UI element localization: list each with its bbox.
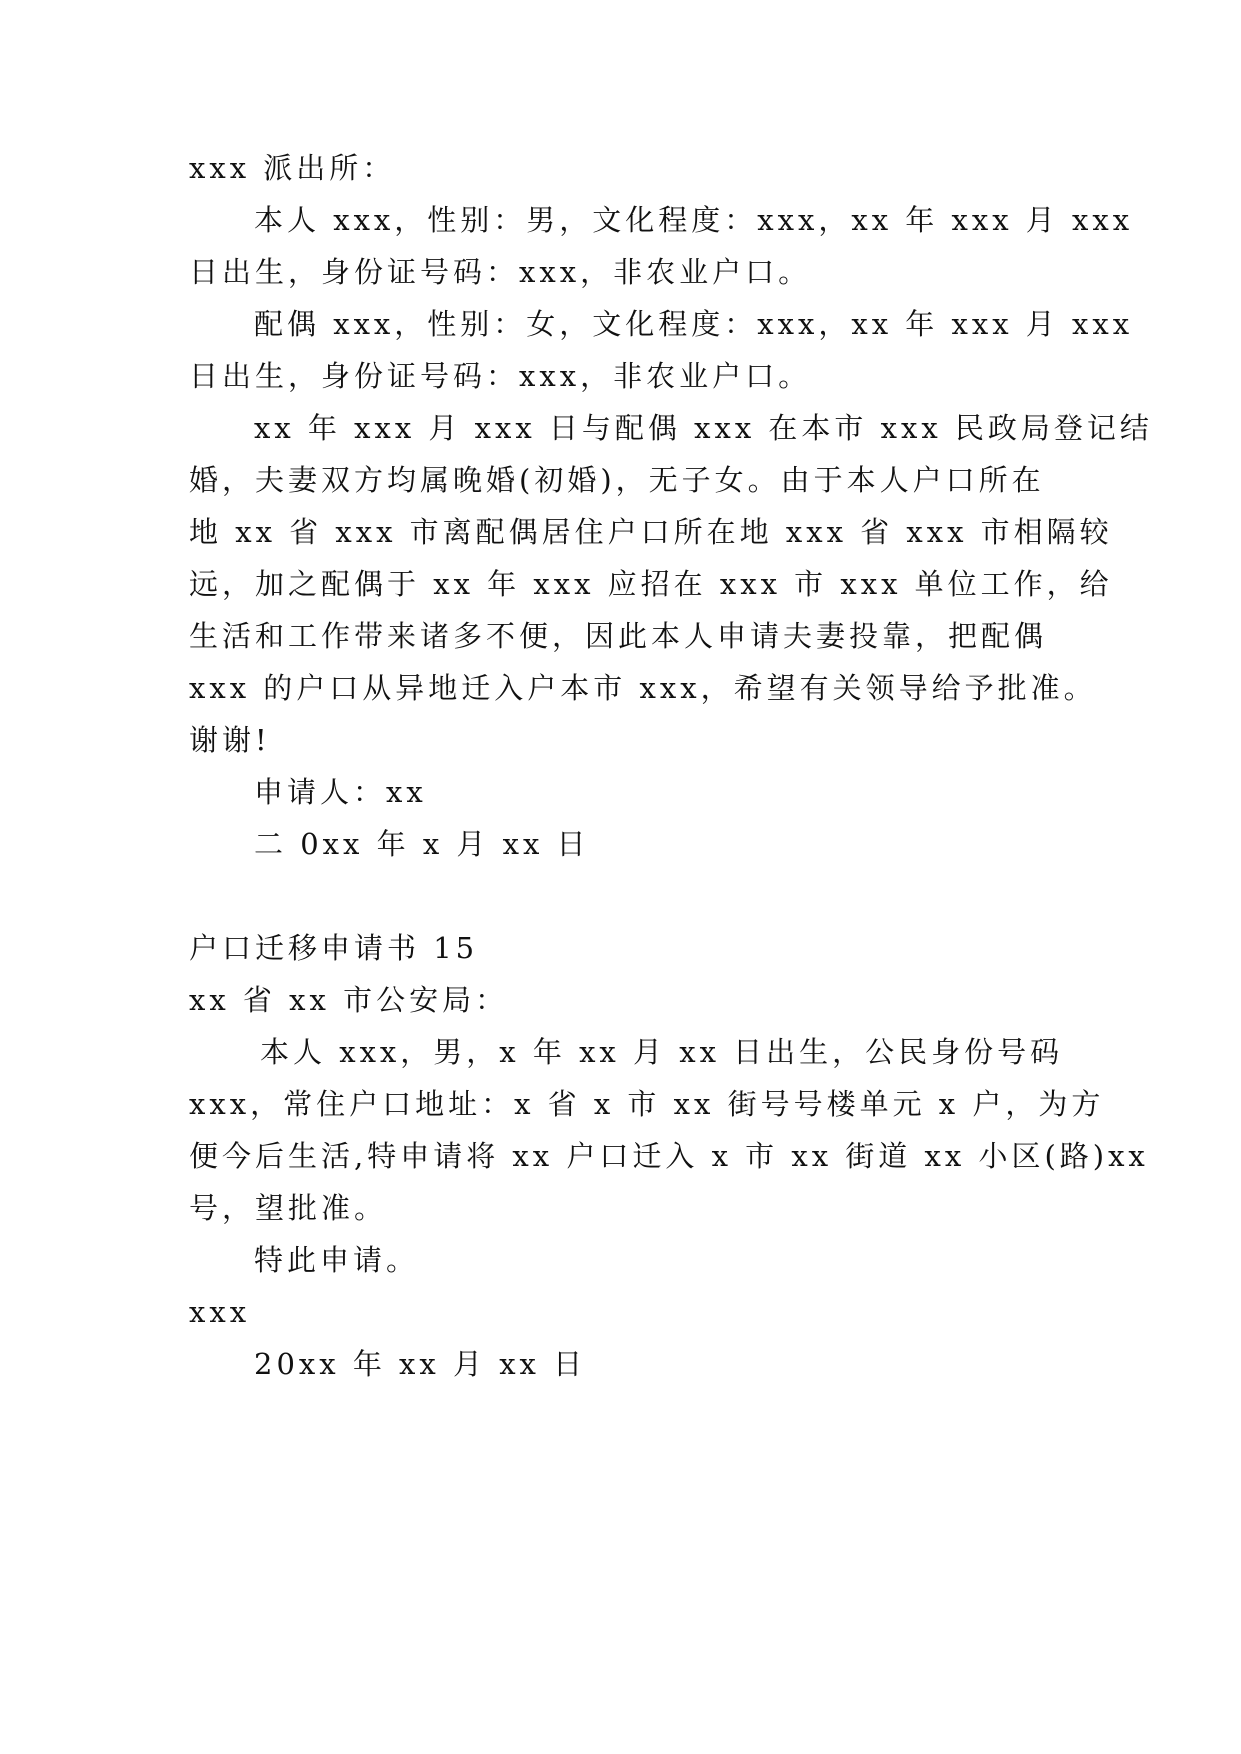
paragraph-line: 便今后生活,特申请将 xx 户口迁入 x 市 xx 街道 xx 小区(路)xx — [189, 1139, 1149, 1173]
paragraph-line: xx 年 xxx 月 xxx 日与配偶 xxx 在本市 xxx 民政局登记结 — [254, 411, 1153, 445]
paragraph-line: 生活和工作带来诸多不便，因此本人申请夫妻投靠，把配偶 — [189, 619, 1048, 653]
salutation-2: xx 省 xx 市公安局： — [189, 983, 509, 1017]
paragraph-line: 配偶 xxx，性别：女，文化程度：xxx，xx 年 xxx 月 xxx — [254, 307, 1134, 341]
paragraph-line: 号，望批准。 — [189, 1191, 388, 1225]
signature-line: xxx — [189, 1295, 251, 1329]
paragraph-line: xxx 的户口从异地迁入户本市 xxx，希望有关领导给予批准。 — [189, 671, 1097, 705]
closing-line: 特此申请。 — [254, 1243, 420, 1277]
salutation-1: xxx 派出所： — [189, 151, 396, 185]
date-line: 二 0xx 年 x 月 xx 日 — [254, 827, 590, 861]
date-line: 20xx 年 xx 月 xx 日 — [254, 1347, 587, 1381]
paragraph-line: 日出生，身份证号码：xxx，非农业户口。 — [189, 255, 812, 289]
paragraph-line: 地 xx 省 xxx 市离配偶居住户口所在地 xxx 省 xxx 市相隔较 — [189, 515, 1113, 549]
paragraph-line: xxx，常住户口地址：x 省 x 市 xx 街号号楼单元 x 户，为方 — [189, 1087, 1105, 1121]
section-title: 户口迁移申请书 15 — [189, 931, 479, 965]
paragraph-line: 日出生，身份证号码：xxx，非农业户口。 — [189, 359, 812, 393]
paragraph-line: 本人 xxx，性别：男，文化程度：xxx，xx 年 xxx 月 xxx — [254, 203, 1134, 237]
paragraph-line: 远，加之配偶于 xx 年 xxx 应招在 xxx 市 xxx 单位工作，给 — [189, 567, 1113, 601]
paragraph-line: 婚，夫妻双方均属晚婚(初婚)，无子女。由于本人户口所在 — [189, 463, 1045, 497]
paragraph-line: 谢谢! — [189, 723, 271, 757]
paragraph-line: 本人 xxx，男，x 年 xx 月 xx 日出生，公民身份号码 — [260, 1035, 1064, 1069]
applicant-line: 申请人：xx — [254, 775, 427, 809]
